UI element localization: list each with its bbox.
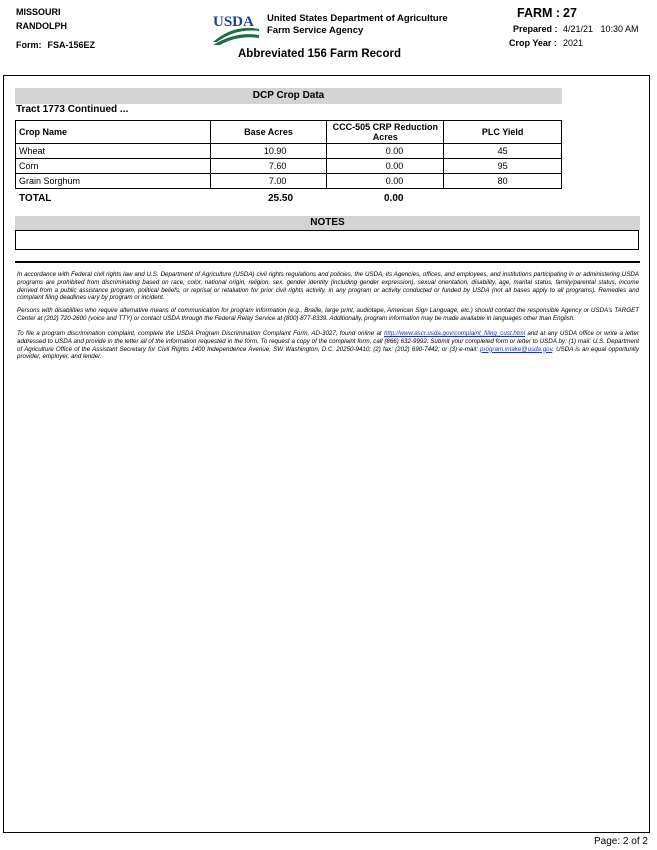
crp-reduction-cell: 0.00 [327, 174, 444, 189]
notes-section-header: NOTES [15, 216, 640, 230]
total-label: TOTAL [19, 193, 52, 204]
total-crp-reduction: 0.00 [384, 193, 404, 204]
dcp-section-header: DCP Crop Data [15, 88, 562, 104]
program-intake-email-link[interactable]: program.intake@usda.gov [480, 345, 553, 353]
crop-name-cell: Grain Sorghum [16, 174, 211, 189]
page-number: Page: 2 of 2 [594, 836, 648, 847]
complaint-statement [17, 330, 639, 361]
table-row [16, 144, 562, 159]
document-title: Abbreviated 156 Farm Record [238, 48, 401, 60]
complaint-text-3: . USDA is an equal opportunity provider, employer, and lender. [17, 345, 639, 361]
crop-name-cell: Wheat [16, 144, 211, 159]
agency-line-2: Farm Service Agency [267, 25, 364, 36]
base-acres-cell: 10.90 [210, 144, 327, 159]
table-row [16, 174, 562, 189]
total-base-acres: 25.50 [268, 193, 294, 204]
col-base-acres: Base Acres [210, 121, 327, 144]
form-label: Form: [16, 40, 42, 50]
plc-yield-cell: 45 [444, 144, 562, 159]
table-row [16, 159, 562, 174]
dcp-crop-table [15, 120, 562, 189]
prepared-label: Prepared : [513, 24, 558, 34]
crop-year-label: Crop Year : [509, 38, 557, 48]
tract-title: Tract 1773 Continued ... [16, 104, 129, 115]
usda-logo [212, 12, 260, 46]
page-header [0, 0, 657, 70]
complaint-text-2: and at any USDA office or write a letter addressed to USDA and provide in the letter all of the information requested in the form. To request a copy of the complaint form, call (866) 632-9992. Submit your completed form or letter to USDA by: (1) mail: U.S. Department of Agriculture Office of the Assistant Secretary for Civil Rights 1400 Independence Avenue, SW Washington, D.C. 20250-9410; (2) fax: (202) 690-7442; or (3) e-mail: [17, 330, 639, 353]
farm-label: FARM : [517, 6, 561, 20]
plc-yield-cell: 95 [444, 159, 562, 174]
notes-box [15, 230, 639, 250]
county-name: RANDOLPH [16, 21, 67, 31]
crp-reduction-cell: 0.00 [327, 159, 444, 174]
civil-rights-statement: In accordance with Federal civil rights law and U.S. Department of Agriculture (USDA) civil rights regulations and policies, the USDA, its Agencies, offices, and employees, and institutions participating in or administering USDA programs are prohibited from discriminating based on race, color, national origin, religion, sex, gender identity (including gender expression), sexual orientation, disability, age, marital status, family/parental status, income derived from a public assistance program, political beliefs, or reprisal or retaliation for prior civil rights activity, in any program or activity conducted or funded by USDA (not all bases apply to all programs). Remedies and complaint filing deadlines vary by program or incident. [17, 271, 639, 302]
form-number: FSA-156EZ [47, 40, 96, 50]
agency-line-1: United States Department of Agriculture [267, 13, 448, 24]
base-acres-cell: 7.00 [210, 174, 327, 189]
crop-year-value: 2021 [563, 38, 584, 48]
state-name: MISSOURI [16, 7, 61, 17]
prepared-value: 4/21/21 10:30 AM [563, 24, 639, 34]
complaint-form-link[interactable]: http://www.ascr.usda.gov/complaint_filing_cust.html [383, 330, 526, 337]
usda-logo-text: USDA [213, 14, 254, 30]
col-crp-reduction: CCC-505 CRP Reduction Acres [327, 121, 444, 144]
col-plc-yield: PLC Yield [444, 121, 562, 144]
plc-yield-cell: 80 [444, 174, 562, 189]
crop-name-cell: Corn [16, 159, 211, 174]
col-crop-name: Crop Name [16, 121, 211, 144]
form-id [16, 40, 95, 50]
divider [15, 261, 640, 263]
accessibility-statement: Persons with disabilities who require alternative means of communication for program information (e.g., Braille, large print, audiotape, American Sign Language, etc.) should contact the responsible Agency or USDA's TARGET Center at (202) 720-2600 (voice and TTY) or contact USDA through the Federal Relay Service at (800) 877-8339. Additionally, program information may be made available in languages other than English. [17, 307, 639, 322]
agency-name [267, 13, 448, 37]
complaint-text-1: To file a program discrimination complaint, complete the USDA Program Discrimination Complaint Form, AD-3027, found online at [17, 330, 384, 337]
farm-number: 27 [563, 6, 577, 20]
base-acres-cell: 7.60 [210, 159, 327, 174]
table-header-row [16, 121, 562, 144]
crp-reduction-cell: 0.00 [327, 144, 444, 159]
